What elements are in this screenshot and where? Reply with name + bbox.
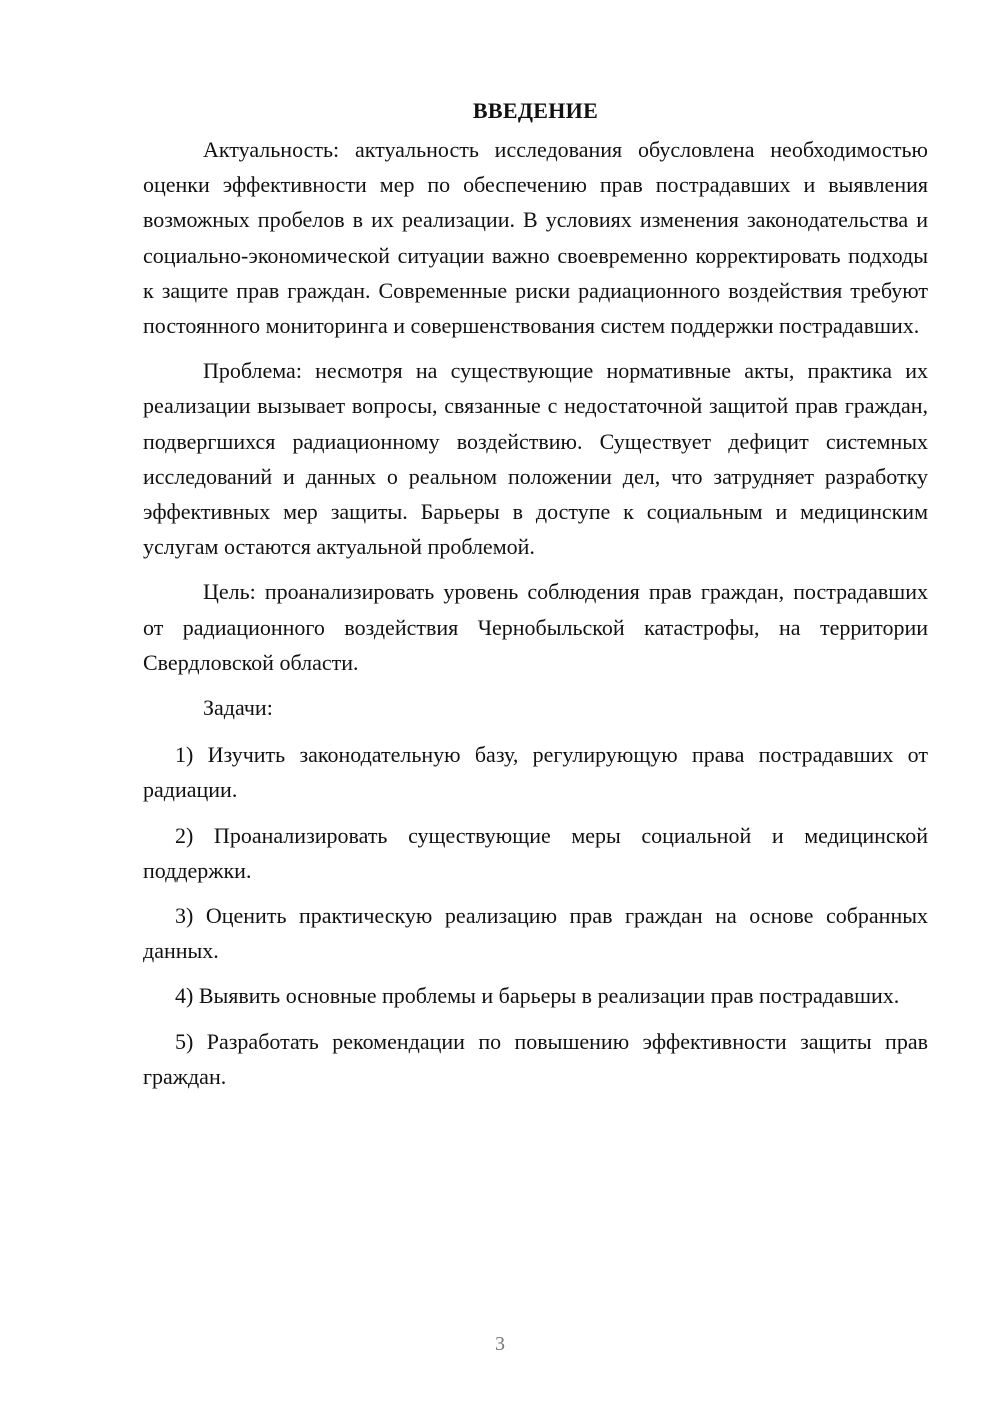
task-item: 2) Проанализировать существующие меры социальной и медицинской поддержки. — [143, 822, 928, 883]
page-title: ВВЕДЕНИЕ — [472, 98, 599, 123]
paragraph-relevance: Актуальность: актуальность исследования обусловлена необходимостью оценки эффективности мер по обеспечению прав пострадавших и выявления возможных пробелов в их реализации. В условиях изменения законодательства и социально-экономической ситуации важно своевременно корректировать подходы к защите прав граждан. Современные риски радиационного воздействия требуют постоянного мониторинга и совершенствования систем поддержки пострадавших. — [143, 137, 928, 339]
paragraph-goal: Цель: проанализировать уровень соблюдения прав граждан, пострадавших от радиационного воздействия Чернобыльской катастрофы, на территории Свердловской области. — [143, 579, 928, 675]
tasks-heading: Задачи: — [203, 695, 273, 721]
task-item: 5) Разработать рекомендации по повышению эффективности защиты прав граждан. — [143, 1028, 928, 1089]
task-item: 3) Оценить практическую реализацию прав граждан на основе собранных данных. — [143, 903, 928, 964]
page-number: 3 — [495, 1333, 505, 1355]
tasks-list — [143, 737, 928, 1094]
task-item: 1) Изучить законодательную базу, регулирующую права пострадавших от радиации. — [143, 742, 928, 803]
paragraph-problem: Проблема: несмотря на существующие нормативные акты, практика их реализации вызывает вопросы, связанные с недостаточной защитой прав граждан, подвергшихся радиационному воздействию. Существует дефицит системных исследований и данных о реальном положении дел, что затрудняет разработку эффективных мер защиты. Барьеры в доступе к социальным и медицинским услугам остаются актуальной проблемой. — [143, 358, 928, 560]
task-item: 4) Выявить основные проблемы и барьеры в реализации прав пострадавших. — [175, 983, 900, 1009]
page-content — [143, 92, 928, 1104]
